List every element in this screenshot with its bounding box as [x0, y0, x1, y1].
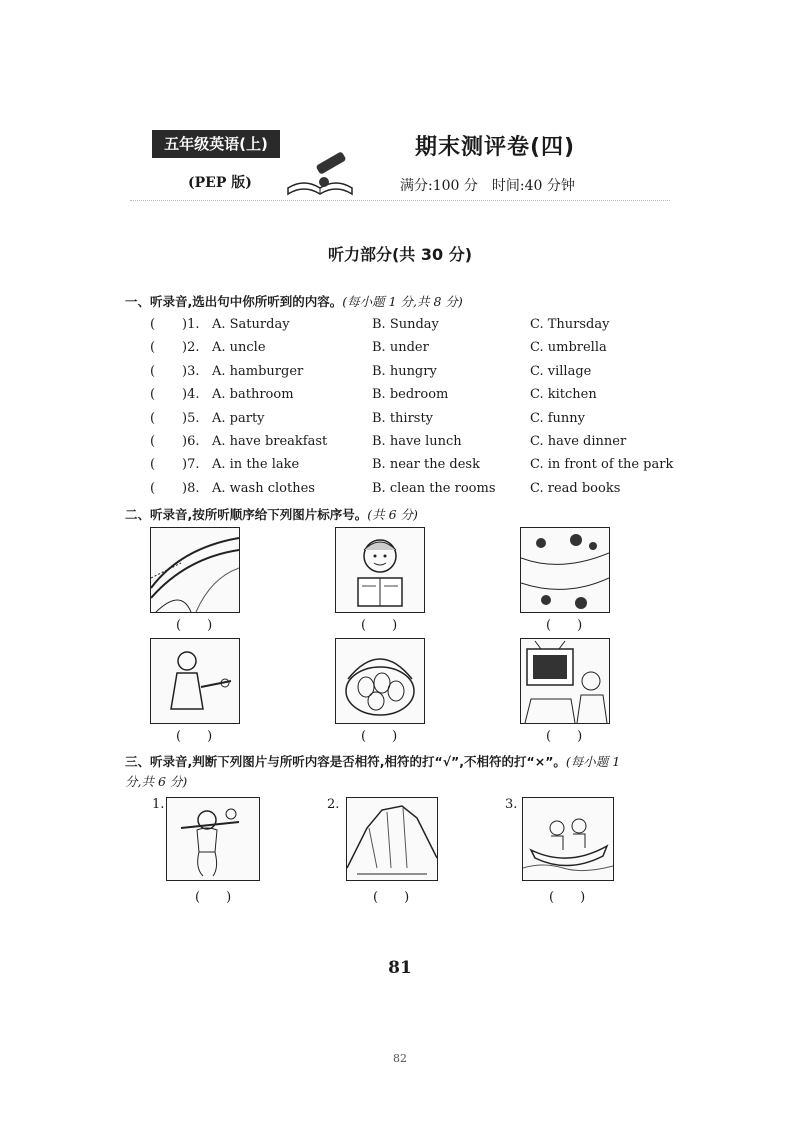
question-row	[150, 431, 710, 453]
answer-paren[interactable]: (	[150, 387, 156, 403]
question-row	[150, 478, 710, 500]
question-row	[150, 384, 710, 406]
great-wall-picture	[150, 527, 240, 613]
option-c: C. kitchen	[530, 387, 597, 403]
question-row	[150, 454, 710, 476]
answer-paren[interactable]: ( )	[546, 618, 583, 633]
answer-paren[interactable]: (	[150, 434, 156, 449]
exam-meta: 满分:100 分 时间:40 分钟	[400, 178, 575, 194]
option-b: B. hungry	[372, 363, 437, 379]
fruit-basket-picture	[335, 638, 425, 724]
option-c: C. Thursday	[530, 317, 610, 332]
edition-label: (PEP 版)	[188, 175, 252, 191]
option-c: C. funny	[530, 410, 586, 426]
option-b: B. bedroom	[372, 387, 449, 403]
answer-paren[interactable]: ( )	[195, 890, 232, 905]
option-a: A. bathroom	[212, 387, 294, 403]
picture-number: 3.	[505, 797, 518, 812]
question-number: )4.	[182, 387, 200, 403]
option-a: A. wash clothes	[212, 480, 315, 496]
question-number: )2.	[182, 340, 200, 356]
question-number: )7.	[182, 457, 200, 473]
answer-paren[interactable]: ( )	[176, 618, 213, 633]
exam-title: 期末测评卷(四)	[415, 135, 576, 160]
part1-heading	[125, 292, 463, 310]
question-row	[150, 314, 710, 336]
book-telescope-icon	[286, 148, 356, 198]
boating-picture	[522, 797, 614, 881]
option-a: A. in the lake	[212, 457, 300, 473]
answer-paren[interactable]: (	[150, 317, 156, 332]
answer-paren[interactable]: ( )	[373, 890, 410, 905]
answer-paren[interactable]: ( )	[361, 729, 398, 744]
question-number: )5.	[182, 410, 200, 426]
monkey-king-picture	[166, 797, 260, 881]
erhu-player-picture	[150, 638, 240, 724]
part3-note-line2-text: 分,共 6 分)	[125, 774, 188, 789]
part3-note-line2	[125, 772, 187, 790]
question-number: )6.	[182, 434, 200, 449]
boy-reading-picture	[335, 527, 425, 613]
grade-label: 五年级英语(上)	[152, 130, 280, 158]
river-landscape-picture	[520, 527, 610, 613]
option-b: B. have lunch	[372, 434, 462, 449]
option-b: B. Sunday	[372, 317, 439, 332]
answer-paren[interactable]: (	[150, 457, 156, 473]
part1-heading-text: 一、听录音,选出句中你所听到的内容。	[125, 294, 343, 309]
picture-number: 2.	[327, 797, 340, 812]
part1-note: (每小题 1 分,共 8 分)	[342, 294, 463, 309]
option-b: B. under	[372, 340, 429, 356]
part2-heading-text: 二、听录音,按所听顺序给下列图片标序号。	[125, 507, 368, 522]
part3-note-line1: (每小题 1	[565, 754, 621, 769]
answer-paren[interactable]: (	[150, 363, 156, 379]
option-a: A. hamburger	[212, 363, 304, 379]
option-a: A. have breakfast	[212, 434, 328, 449]
answer-paren[interactable]: ( )	[176, 729, 213, 744]
answer-paren[interactable]: ( )	[549, 890, 586, 905]
page-number: 81	[388, 958, 412, 978]
option-c: C. village	[530, 363, 592, 379]
answer-paren[interactable]: (	[150, 480, 156, 496]
part2-note: (共 6 分)	[367, 507, 418, 522]
picture-number: 1.	[152, 797, 165, 812]
question-number: )3.	[182, 363, 200, 379]
question-number: )1.	[182, 317, 200, 332]
option-c: C. have dinner	[530, 434, 627, 449]
mountain-picture	[346, 797, 438, 881]
answer-paren[interactable]: ( )	[361, 618, 398, 633]
question-row	[150, 361, 710, 383]
answer-paren[interactable]: (	[150, 340, 156, 356]
option-a: A. Saturday	[212, 317, 290, 332]
tv-picture	[520, 638, 610, 724]
part3-heading	[125, 752, 705, 770]
option-b: B. clean the rooms	[372, 480, 496, 496]
question-number: )8.	[182, 480, 200, 496]
question-row	[150, 408, 710, 430]
answer-paren[interactable]: (	[150, 410, 156, 426]
header-divider	[130, 200, 670, 201]
footer-page-number: 82	[393, 1052, 407, 1065]
question-row	[150, 337, 710, 359]
answer-paren[interactable]: ( )	[546, 729, 583, 744]
option-a: A. party	[212, 410, 265, 426]
option-c: C. read books	[530, 480, 621, 496]
part3-heading-text: 三、听录音,判断下列图片与所听内容是否相符,相符的打“√”,不相符的打“×”。	[125, 754, 566, 769]
option-c: C. umbrella	[530, 340, 607, 356]
section-title: 听力部分(共 30 分)	[327, 245, 473, 264]
option-b: B. thirsty	[372, 410, 434, 426]
part2-heading	[125, 505, 418, 523]
option-b: B. near the desk	[372, 457, 480, 473]
option-a: A. uncle	[212, 340, 266, 356]
option-c: C. in front of the park	[530, 457, 674, 473]
